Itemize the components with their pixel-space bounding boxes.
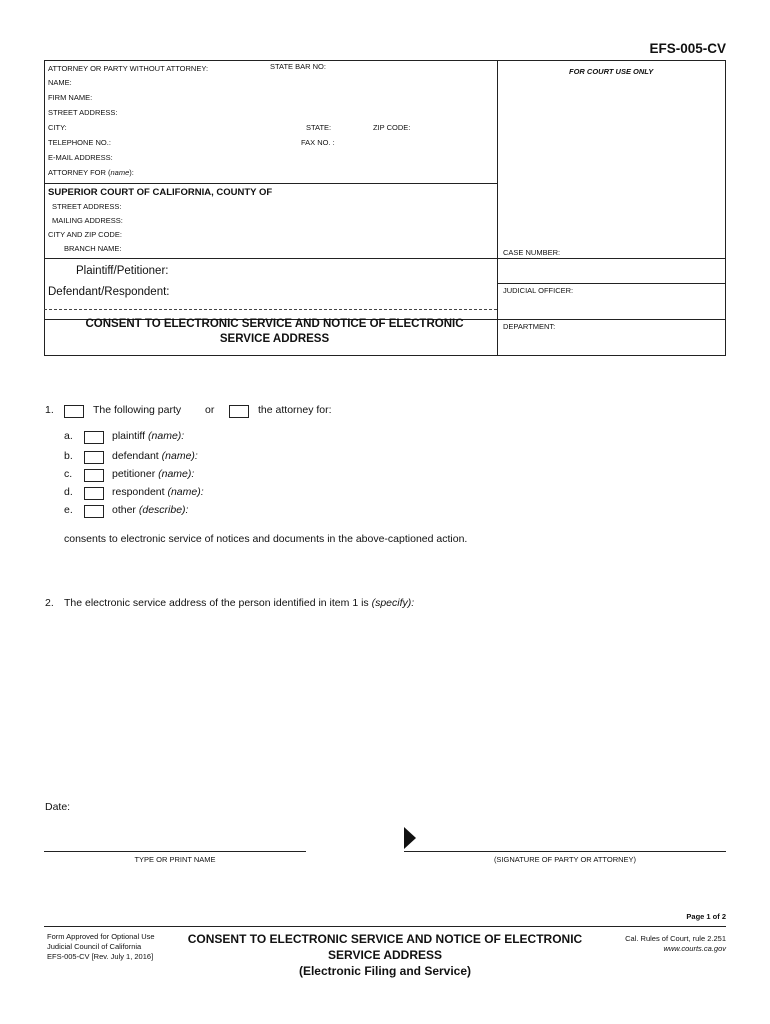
option-e-label: [112, 504, 188, 516]
footer-title-2: SERVICE ADDRESS: [327, 948, 443, 962]
case-number-label: CASE NUMBER:: [503, 248, 561, 257]
footer-approved-1: Form Approved for Optional Use: [47, 932, 155, 941]
caption-box: [44, 60, 726, 356]
item2-hint: (specify):: [371, 597, 415, 609]
option-c-text: petitioner: [112, 468, 156, 480]
rule-dashed: [44, 309, 497, 310]
page-number: Page 1 of 2: [686, 912, 726, 921]
attorney-for-prefix: ATTORNEY FOR (: [48, 168, 111, 177]
city-label: CITY:: [48, 123, 67, 132]
rule-after-court: [44, 258, 726, 259]
footer-rule: [44, 926, 726, 927]
state-bar-label: STATE BAR NO:: [270, 62, 326, 71]
item2-label: The electronic service address of the person identified in item 1 is: [64, 597, 369, 609]
caption-title-line2: SERVICE ADDRESS: [219, 333, 330, 345]
other-checkbox[interactable]: [84, 505, 104, 518]
option-b-hint: (name):: [161, 450, 198, 462]
name-label: NAME:: [48, 78, 72, 87]
court-street-label: STREET ADDRESS:: [52, 202, 122, 211]
street-label: STREET ADDRESS:: [48, 108, 118, 117]
defendant-label: Defendant/Respondent:: [48, 286, 170, 298]
date-label: Date:: [45, 801, 71, 813]
form-id: EFS-005-CV: [649, 41, 726, 56]
following-party-label: The following party: [93, 404, 182, 416]
print-name-line[interactable]: [44, 851, 306, 852]
court-use-label: FOR COURT USE ONLY: [569, 67, 654, 76]
plaintiff-label: Plaintiff/Petitioner:: [76, 265, 169, 277]
item1-number: 1.: [45, 404, 54, 416]
caption-divider: [497, 60, 498, 356]
option-c-label: [112, 468, 194, 480]
attorney-for-checkbox[interactable]: [229, 405, 249, 418]
option-e-hint: (describe):: [138, 504, 189, 516]
caption-title-line1: CONSENT TO ELECTRONIC SERVICE AND NOTICE OF ELECTRONIC: [85, 318, 464, 330]
department-label: DEPARTMENT:: [503, 322, 556, 331]
signature-line[interactable]: [404, 851, 726, 852]
option-c-letter: c.: [64, 468, 73, 480]
option-a-hint: (name):: [148, 430, 185, 442]
fax-label: FAX NO. :: [301, 138, 335, 147]
petitioner-checkbox[interactable]: [84, 469, 104, 482]
signature-label: (SIGNATURE OF PARTY OR ATTORNEY): [493, 855, 637, 864]
state-label: STATE:: [306, 123, 332, 132]
zip-label: ZIP CODE:: [373, 123, 411, 132]
or-label: or: [205, 404, 215, 416]
option-d-hint: (name):: [167, 486, 204, 498]
option-e-text: other: [112, 504, 136, 516]
footer-title-3: (Electronic Filing and Service): [298, 964, 472, 978]
footer-title-1: CONSENT TO ELECTRONIC SERVICE AND NOTICE OF ELECTRONIC: [187, 932, 583, 946]
court-branch-label: BRANCH NAME:: [64, 244, 122, 253]
option-b-text: defendant: [112, 450, 159, 462]
attorney-for-suffix: ):: [129, 168, 134, 177]
option-d-letter: d.: [64, 486, 73, 498]
attorney-for-name: name: [110, 168, 130, 177]
option-b-letter: b.: [64, 450, 73, 462]
court-mailing-label: MAILING ADDRESS:: [52, 216, 123, 225]
attorney-for-label: [48, 168, 134, 177]
court-title: SUPERIOR COURT OF CALIFORNIA, COUNTY OF: [48, 187, 273, 198]
phone-label: TELEPHONE NO.:: [48, 138, 111, 147]
judicial-officer-label: JUDICIAL OFFICER:: [503, 286, 574, 295]
rule-judicial: [497, 283, 726, 284]
rule-after-attorney: [44, 183, 497, 184]
footer-approved-3: EFS-005-CV [Rev. July 1, 2016]: [47, 952, 154, 961]
item2-text: [64, 597, 414, 609]
following-party-checkbox[interactable]: [64, 405, 84, 418]
footer-rules: Cal. Rules of Court, rule 2.251: [625, 934, 726, 943]
defendant-checkbox[interactable]: [84, 451, 104, 464]
option-a-text: plaintiff: [112, 430, 146, 442]
option-a-label: [112, 430, 184, 442]
firm-label: FIRM NAME:: [48, 93, 93, 102]
item2-number: 2.: [45, 597, 54, 609]
signature-arrow-icon: [404, 827, 416, 849]
option-e-letter: e.: [64, 504, 73, 516]
attorney-label: ATTORNEY OR PARTY WITHOUT ATTORNEY:: [48, 64, 209, 73]
option-d-text: respondent: [112, 486, 165, 498]
consent-text: consents to electronic service of notices and documents in the above-captioned action.: [64, 533, 468, 545]
attorney-for-option-label: the attorney for:: [258, 404, 332, 416]
court-city-zip-label: CITY AND ZIP CODE:: [48, 230, 122, 239]
email-label: E-MAIL ADDRESS:: [48, 153, 113, 162]
respondent-checkbox[interactable]: [84, 487, 104, 500]
option-d-label: [112, 486, 204, 498]
option-b-label: [112, 450, 198, 462]
print-name-label: TYPE OR PRINT NAME: [134, 855, 216, 864]
footer-website[interactable]: www.courts.ca.gov: [663, 944, 726, 953]
plaintiff-checkbox[interactable]: [84, 431, 104, 444]
option-a-letter: a.: [64, 430, 73, 442]
option-c-hint: (name):: [158, 468, 195, 480]
footer-approved-2: Judicial Council of California: [47, 942, 142, 951]
